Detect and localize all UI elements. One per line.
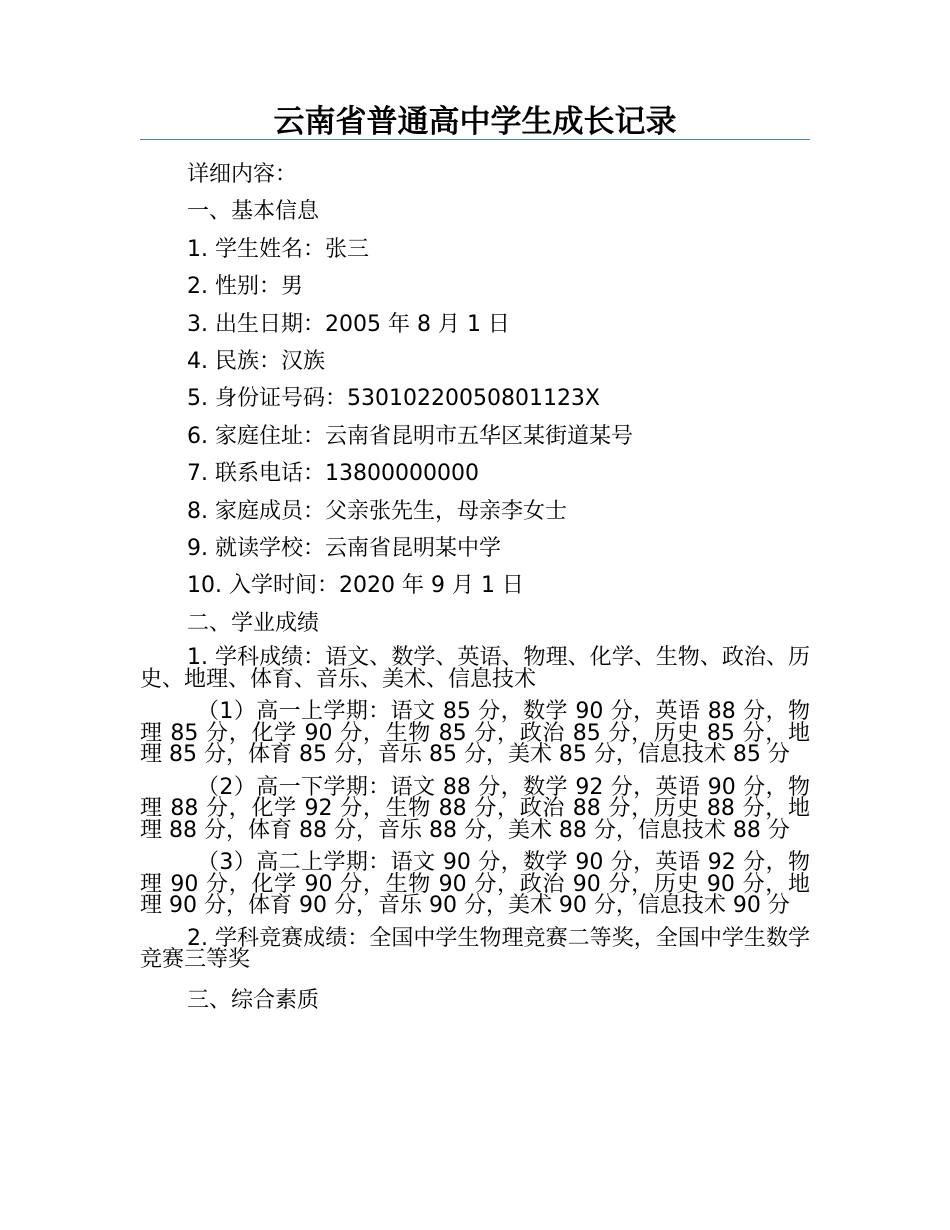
info-school: 9. 就读学校：云南省昆明某中学 — [187, 535, 501, 561]
competition-paragraph: 2. 学科竞赛成绩：全国中学生物理竞赛二等奖，全国中学生数学竞赛三等奖 — [140, 925, 810, 973]
document-title: 云南省普通高中学生成长记录 — [273, 104, 677, 140]
title-underline — [140, 139, 810, 140]
grades-paragraph-1: （1）高一上学期：语文 85 分，数学 90 分，英语 88 分，物理 85 分，化学 90 分，生物 85 分，政治 85 分，历史 85 分，地理 85 分，体育 85 分，音乐 85 分，美术 85 分，信息技术 85 分 — [140, 699, 810, 768]
info-birth-date: 3. 出生日期：2005 年 8 月 1 日 — [187, 311, 510, 337]
info-ethnicity: 4. 民族：汉族 — [187, 348, 325, 374]
details-heading: 详细内容： — [187, 162, 298, 187]
info-gender: 2. 性别：男 — [187, 274, 303, 300]
section-heading-basic-info: 一、基本信息 — [187, 199, 320, 225]
info-home-address: 6. 家庭住址：云南省昆明市五华区某街道某号 — [187, 423, 633, 449]
info-phone: 7. 联系电话：13800000000 — [187, 461, 479, 487]
section-heading-academic: 二、学业成绩 — [187, 610, 320, 636]
grades-paragraph-2: （2）高一下学期：语文 88 分，数学 92 分，英语 90 分，物理 88 分，化学 92 分，生物 88 分，政治 88 分，历史 88 分，地理 88 分，体育 88 分，音乐 88 分，美术 88 分，信息技术 88 分 — [140, 774, 810, 843]
info-family-members: 8. 家庭成员：父亲张先生，母亲李女士 — [187, 498, 567, 524]
info-enrollment-date: 10. 入学时间：2020 年 9 月 1 日 — [187, 573, 524, 599]
subjects-paragraph: 1. 学科成绩：语文、数学、英语、物理、化学、生物、政治、历史、地理、体育、音乐、美术、信息技术 — [140, 645, 810, 692]
info-id-number: 5. 身份证号码：53010220050801123X — [187, 386, 601, 412]
section-heading-quality: 三、综合素质 — [187, 987, 320, 1013]
info-student-name: 1. 学生姓名：张三 — [187, 236, 369, 262]
grades-paragraph-3: （3）高二上学期：语文 90 分，数学 90 分，英语 92 分，物理 90 分，化学 90 分，生物 90 分，政治 90 分，历史 90 分，地理 90 分，体育 90 分，音乐 90 分，美术 90 分，信息技术 90 分 — [140, 850, 810, 919]
document-body — [140, 156, 810, 1019]
